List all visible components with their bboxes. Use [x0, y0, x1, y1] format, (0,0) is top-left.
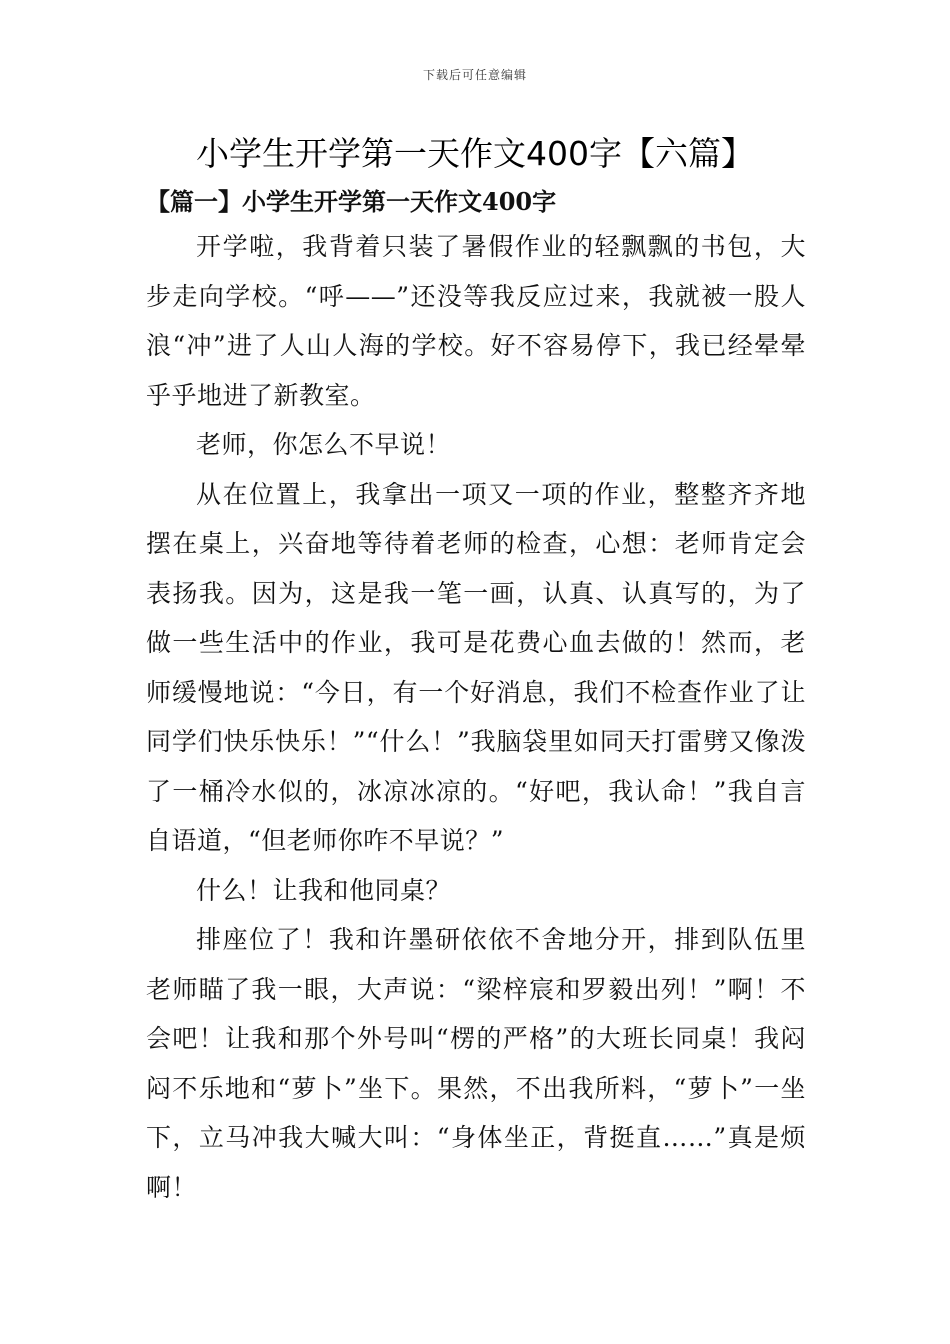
- section-heading: 【篇一】小学生开学第一天作文400字: [146, 187, 557, 216]
- header-note: 下载后可任意编辑: [422, 68, 527, 82]
- paragraph: 老师，你怎么不早说！: [196, 430, 452, 459]
- paragraph: 开学啦，我背着只装了暑假作业的轻飘飘的书包，大步走向学校。“呼——”还没等我反应过来，我就被一股人浪“冲”进了人山人海的学校。好不容易停下，我已经晕晕乎乎地进了新教室。: [146, 232, 806, 410]
- article-body: [146, 222, 806, 1212]
- paragraph: 什么！让我和他同桌？: [196, 875, 452, 905]
- paragraph: 从在位置上，我拿出一项又一项的作业，整整齐齐地摆在桌上，兴奋地等待着老师的检查，心想：老师肯定会表扬我。因为，这是我一笔一画，认真、认真写的，为了做一些生活中的作业，我可是花费心血去做的！然而，老师缓慢地说：“今日，有一个好消息，我们不检查作业了让同学们快乐快乐！”“什么！”我脑袋里如同天打雷劈又像泼了一桶冷水似的，冰凉冰凉的。“好吧，我认命！”我自言自语道，“但老师你咋不早说？”: [146, 479, 806, 855]
- document-title: 小学生开学第一天作文400字【六篇】: [196, 134, 754, 173]
- paragraph: 排座位了！我和许墨研依依不舍地分开，排到队伍里老师瞄了我一眼，大声说：“梁梓宸和罗毅出列！”啊！不会吧！让我和那个外号叫“楞的严格”的大班长同桌！我闷闷不乐地和“萝卜”坐下。果然，不出我所料，“萝卜”一坐下，立马冲我大喊大叫：“身体坐正，背挺直……”真是烦啊！: [146, 925, 806, 1202]
